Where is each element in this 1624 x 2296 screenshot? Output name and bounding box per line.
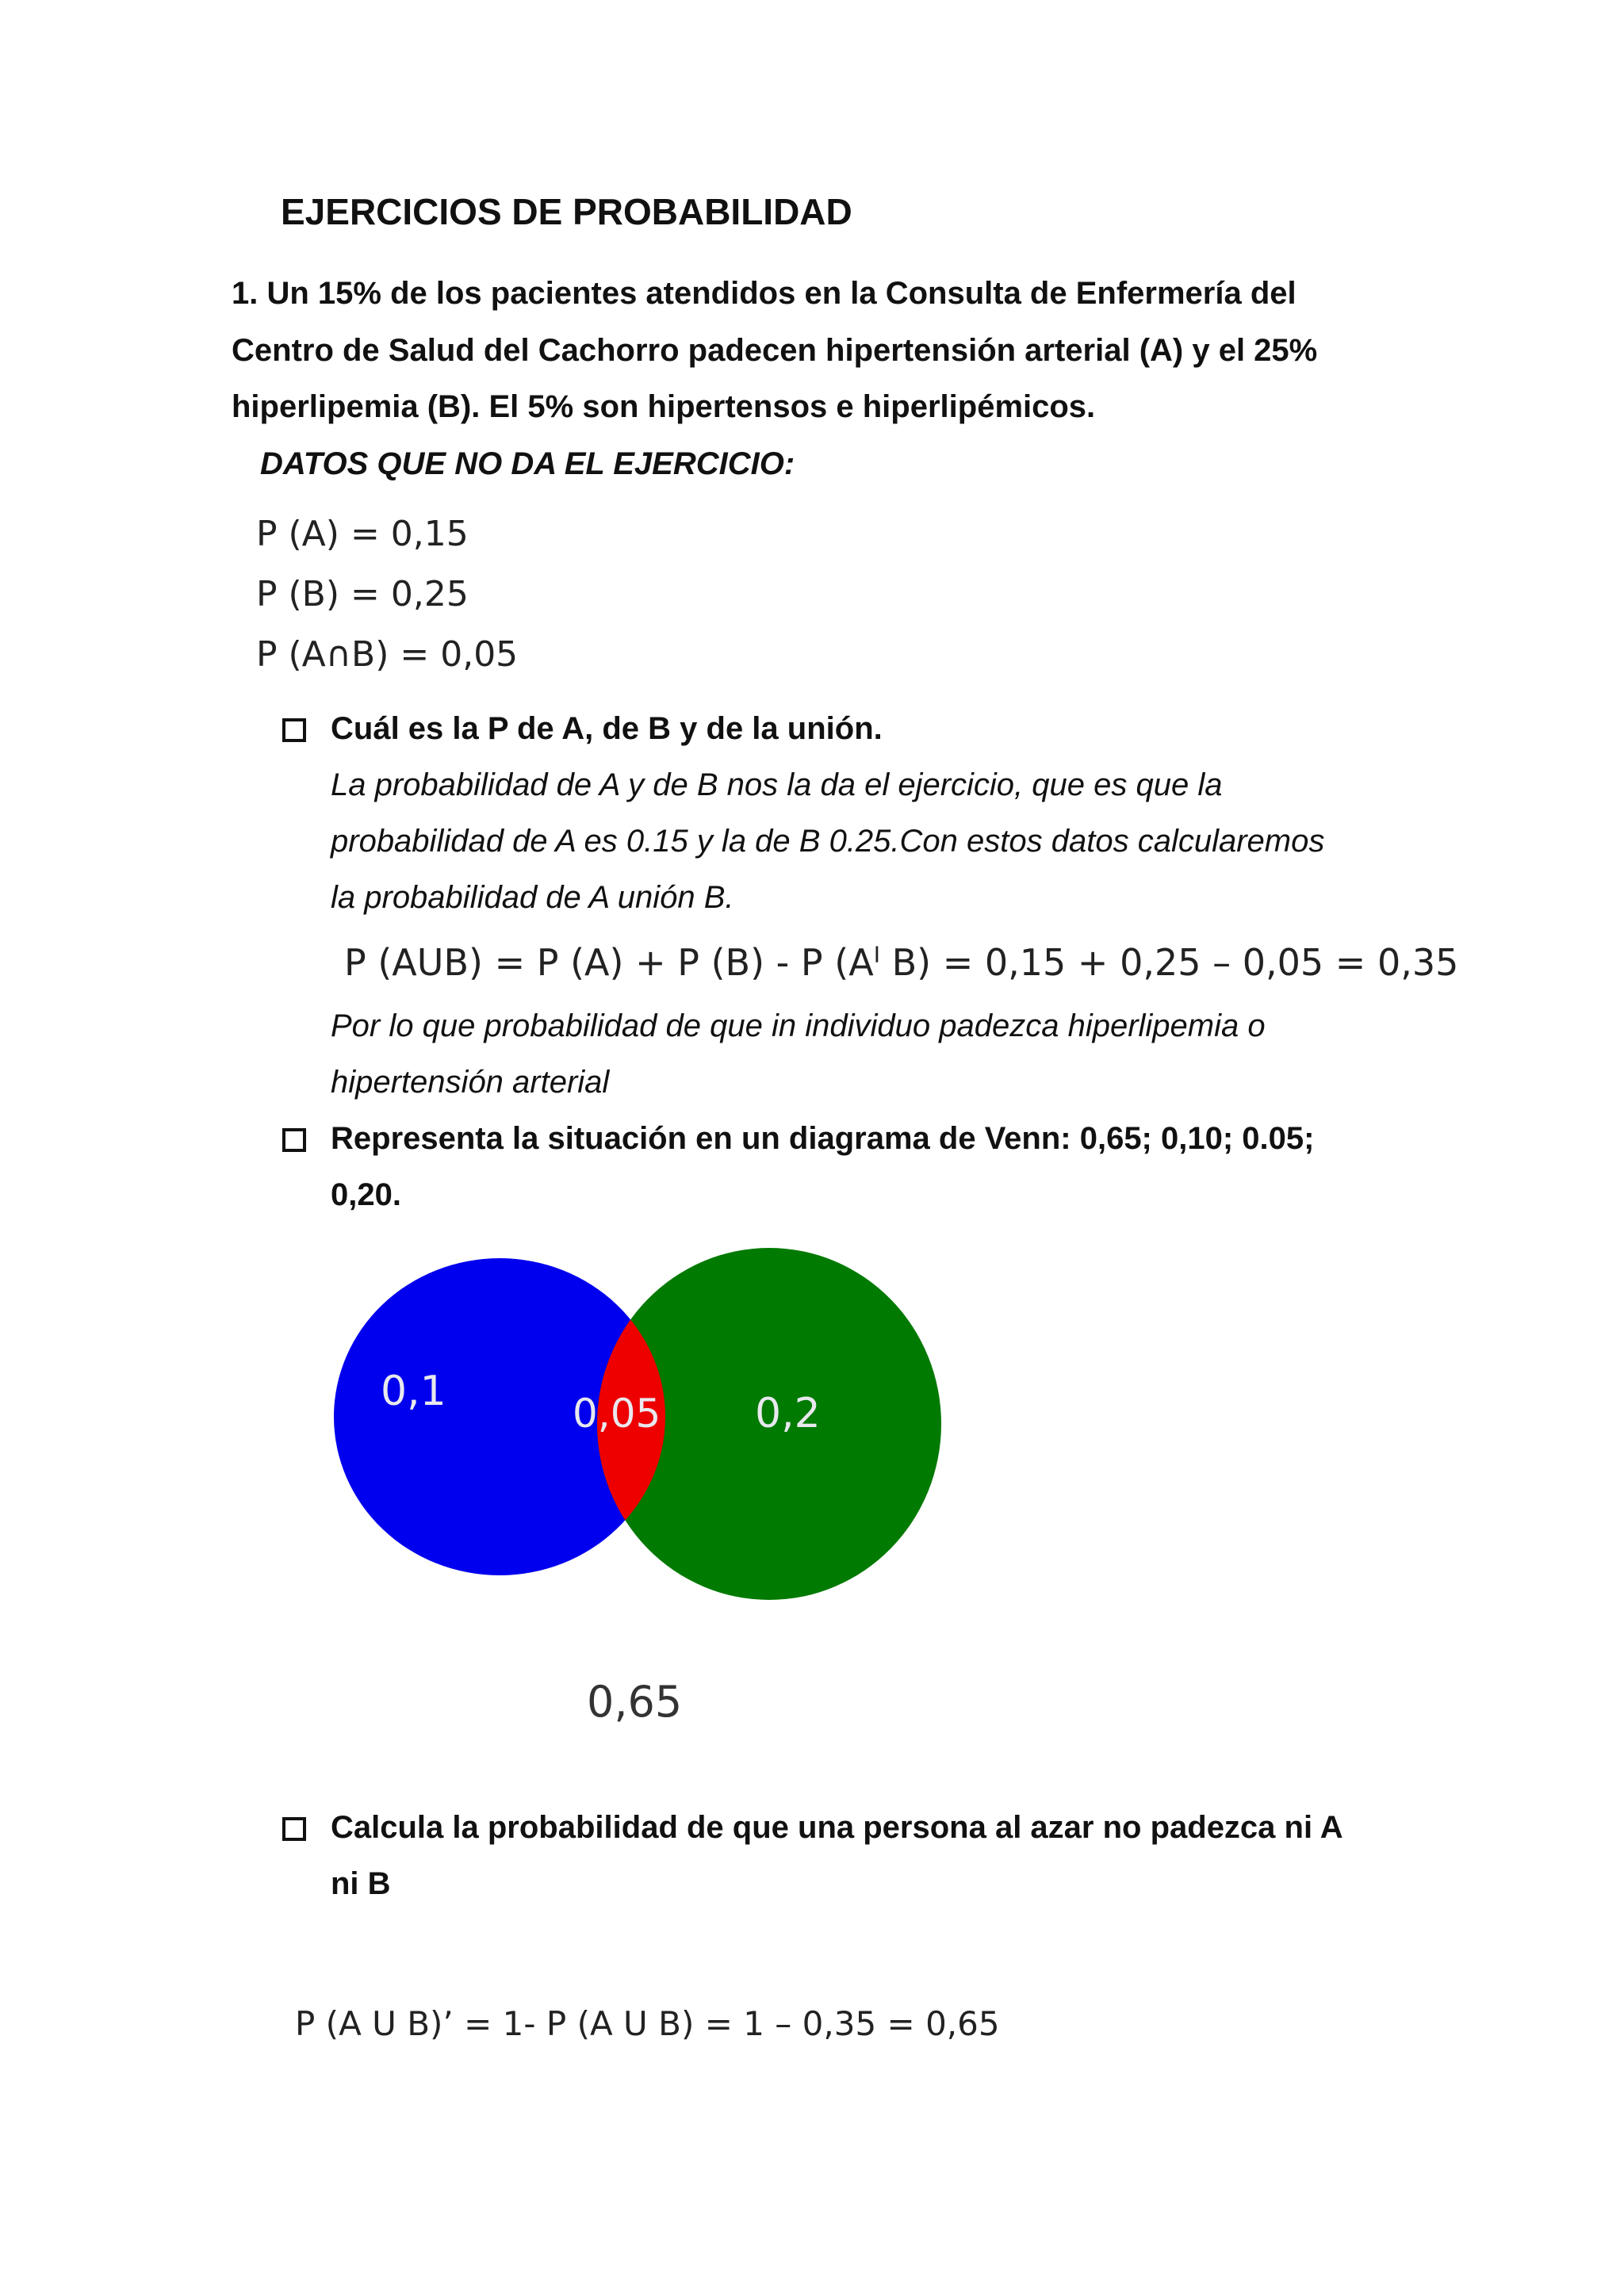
problem-line-2: Centro de Salud del Cachorro padecen hipertensión arterial (A) y el 25% (232, 333, 1318, 368)
venn-label-outside: 0,65 (587, 1677, 683, 1727)
q1-conclusion-line-1: Por lo que probabilidad de que in individuo padezca hiperlipemia o (331, 1008, 1266, 1043)
q1-checkbox[interactable] (282, 718, 306, 742)
venn-label-intersection: 0,05 (573, 1391, 661, 1437)
q3-label-line-1: Calcula la probabilidad de que una persona al azar no padezca ni A (331, 1810, 1343, 1845)
given-pab-prefix: P (A (256, 634, 326, 675)
q1-answer-line-3: la probabilidad de A unión B. (331, 880, 734, 915)
given-pab (256, 634, 518, 675)
q1-formula-mark: I (873, 941, 880, 968)
q2-label-line-1: Representa la situación en un diagrama de Venn: 0,65; 0,10; 0.05; (331, 1121, 1315, 1156)
data-heading: DATOS QUE NO DA EL EJERCICIO: (260, 446, 795, 481)
q2-label-line-2: 0,20. (331, 1177, 401, 1212)
q1-answer-line-2: probabilidad de A es 0.15 y la de B 0.25.Con estos datos calcularemos (331, 824, 1325, 859)
q3-label-line-2: ni B (331, 1866, 391, 1901)
problem-line-1: 1. Un 15% de los pacientes atendidos en la Consulta de Enfermería del (232, 276, 1297, 311)
q2-checkbox[interactable] (282, 1128, 306, 1152)
intersection-symbol: ∩ (325, 634, 352, 675)
given-pa: P (A) = 0,15 (256, 514, 469, 554)
page-title: EJERCICIOS DE PROBABILIDAD (281, 191, 852, 232)
given-pab-suffix: B) = 0,05 (351, 634, 519, 675)
q1-answer-line-1: La probabilidad de A y de B nos la da el ejercicio, que es que la (331, 767, 1223, 802)
problem-line-3: hiperlipemia (B). El 5% son hipertensos e hiperlipémicos. (232, 389, 1096, 424)
venn-diagram (317, 1237, 967, 1744)
q1-formula-right: B) = 0,15 + 0,25 – 0,05 = 0,35 (879, 941, 1459, 984)
venn-label-a-only: 0,1 (381, 1368, 446, 1415)
q1-conclusion-line-2: hipertensión arterial (331, 1065, 610, 1100)
q1-union-formula (344, 941, 1458, 984)
q3-checkbox[interactable] (282, 1817, 306, 1841)
q1-label: Cuál es la P de A, de B y de la unión. (331, 711, 883, 746)
q1-formula-left: P (AUB) = P (A) + P (B) - P (A (344, 941, 874, 984)
venn-label-b-only: 0,2 (755, 1390, 821, 1437)
q3-complement-formula: P (A U B)’ = 1- P (A U B) = 1 – 0,35 = 0,65 (295, 2004, 1000, 2043)
given-pb: P (B) = 0,25 (256, 574, 469, 614)
